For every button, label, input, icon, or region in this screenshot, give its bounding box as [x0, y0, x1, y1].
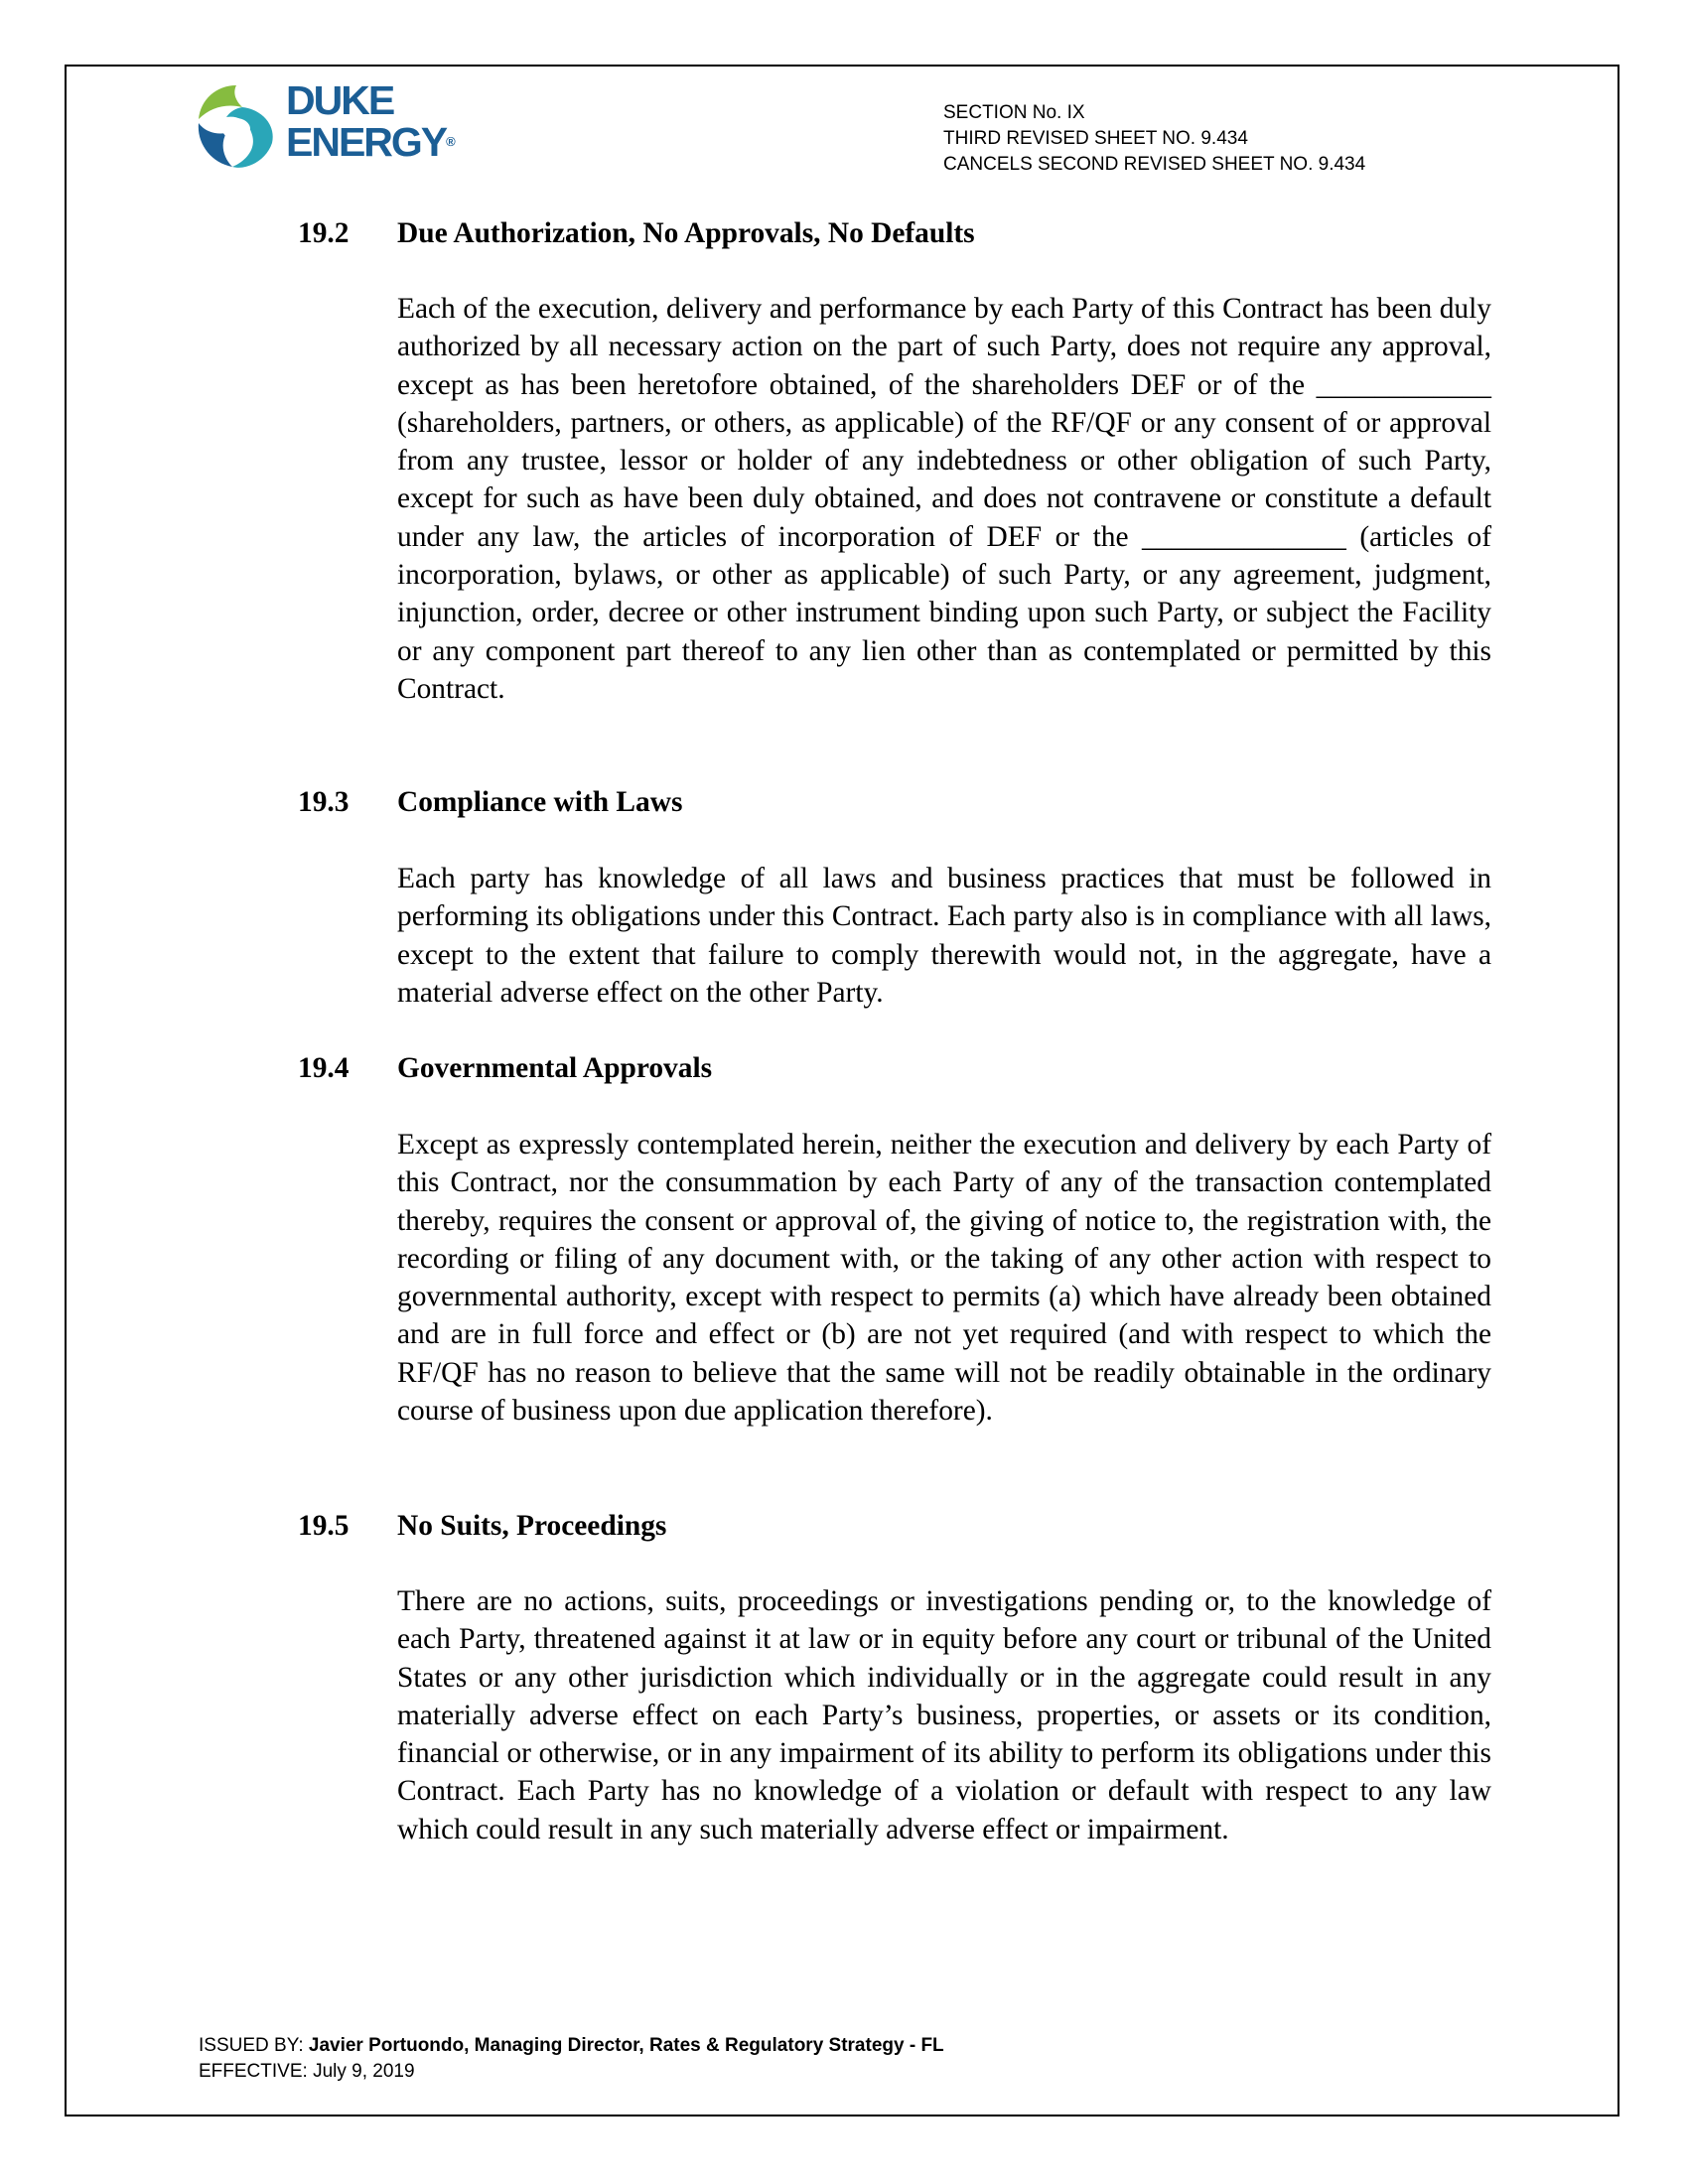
- section-number: SECTION No. IX: [943, 102, 1085, 123]
- section-number-19-5: 19.5: [298, 1510, 350, 1542]
- logo-word-energy: ENERGY: [286, 119, 447, 165]
- section-title-19-3: Compliance with Laws: [397, 786, 683, 818]
- section-title-19-2: Due Authorization, No Approvals, No Defaults: [397, 217, 975, 249]
- logo-word-duke: DUKE: [286, 77, 394, 123]
- footer: [199, 2033, 944, 2085]
- section-body-19-4: Except as expressly contemplated herein, neither the execution and delivery by each Party of this Contract, nor the consummation by each Party of any of the transaction contemplated thereby, requires the consent or approval of, the giving of notice to, the registration with, the recording or filing of any document with, or the taking of any other action with respect to governmental authority, except with respect to permits (a) which have already been obtained and are in full force and effect or (b) are not yet required (and with respect to which the RF/QF has no reason to believe that the same will not be readily obtainable in the ordinary course of business upon due application therefore).: [397, 1129, 1491, 1428]
- section-body-19-3: Each party has knowledge of all laws and business practices that must be followed in performing its obligations under this Contract. Each party also is in compliance with all laws, except to the extent that failure to comply therewith would not, in the aggregate, have a material adverse effect on the other Party.: [397, 863, 1491, 1009]
- duke-energy-logo: [187, 77, 485, 177]
- registered-mark: ®: [446, 134, 456, 149]
- section-heading-19-2: [298, 217, 975, 250]
- section-number-19-2: 19.2: [298, 217, 350, 249]
- issued-by-label: ISSUED BY:: [199, 2035, 309, 2056]
- section-title-19-4: Governmental Approvals: [397, 1052, 713, 1084]
- section-heading-19-4: [298, 1052, 712, 1085]
- sheet-number: THIRD REVISED SHEET NO. 9.434: [943, 128, 1248, 149]
- effective-date: EFFECTIVE: July 9, 2019: [199, 2061, 415, 2082]
- cancels-sheet: CANCELS SECOND REVISED SHEET NO. 9.434: [943, 154, 1366, 175]
- section-heading-19-5: [298, 1510, 666, 1543]
- issued-by-value: Javier Portuondo, Managing Director, Rates & Regulatory Strategy - FL: [308, 2035, 944, 2056]
- logo-wordmark: [286, 79, 456, 163]
- sheet-info: [943, 100, 1365, 178]
- issued-by-line: [199, 2033, 944, 2059]
- section-heading-19-3: [298, 786, 682, 819]
- section-body-19-5: There are no actions, suits, proceedings or investigations pending or, to the knowledge of each Party, threatened against it at law or in equity before any court or tribunal of the United States or any other jurisdiction which individually or in the aggregate could result in any materially adverse effect on each Party’s business, properties, or assets or its condition, financial or otherwise, or in any impairment of its ability to perform its obligations under this Contract. Each Party has no knowledge of a violation or default with respect to any law which could result in any such materially adverse effect or impairment.: [397, 1585, 1491, 1845]
- section-number-19-4: 19.4: [298, 1052, 350, 1084]
- section-title-19-5: No Suits, Proceedings: [397, 1510, 667, 1542]
- section-number-19-3: 19.3: [298, 786, 350, 818]
- section-body-19-2: Each of the execution, delivery and performance by each Party of this Contract has been duly authorized by all necessary action on the part of such Party, does not require any approval, except as has been heretofore obtained, of the shareholders DEF or of the ____________ (shareholders, partners, or others, as applicable) of the RF/QF or any consent of or approval from any trustee, lessor or holder of any indebtedness or other obligation of such Party, except for such as have been duly obtained, and does not contravene or constitute a default under any law, the articles of incorporation of DEF or the ______________ (articles of incorporation, bylaws, or other as applicable) of such Party, or any agreement, judgment, injunction, order, decree or other instrument binding upon such Party, or subject the Facility or any component part thereof to any lien other than as contemplated or permitted by this Contract.: [397, 293, 1491, 705]
- duke-energy-logo-icon: [187, 77, 286, 177]
